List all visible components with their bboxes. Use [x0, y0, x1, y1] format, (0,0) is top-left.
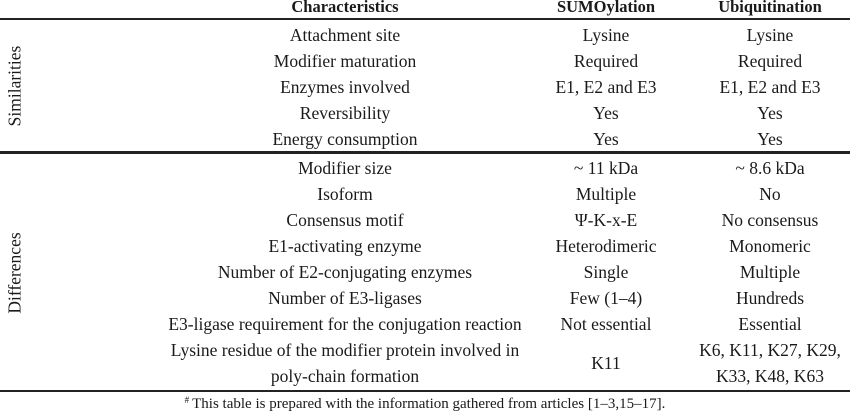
header-rule — [0, 18, 850, 20]
row-characteristic: E1-activating enzyme — [268, 236, 422, 256]
row-sumoylation: K11 — [591, 353, 621, 373]
group-label-text: Differences — [4, 232, 25, 314]
row-characteristic: Attachment site — [289, 25, 401, 45]
row-sumoylation: Few (1–4) — [569, 288, 643, 308]
row-ubiquitination: Hundreds — [735, 288, 805, 308]
row-characteristic-line1: Lysine residue of the modifier protein involved in — [170, 340, 520, 360]
row-ubiquitination: E1, E2 and E3 — [719, 77, 821, 97]
row-characteristic: E3-ligase requirement for the conjugation reaction — [168, 314, 522, 334]
row-ubiquitination: Monomeric — [729, 236, 811, 256]
row-sumoylation: Lysine — [582, 25, 630, 45]
row-sumoylation: Heterodimeric — [555, 236, 657, 256]
row-sumoylation: Yes — [593, 129, 619, 149]
row-ubiquitination-line1: K6, K11, K27, K29, — [699, 340, 841, 360]
row-characteristic-line2: poly-chain formation — [270, 366, 420, 386]
row-characteristic: Consensus motif — [286, 210, 404, 230]
group-label-similarities — [0, 22, 30, 150]
row-ubiquitination: No consensus — [721, 210, 819, 230]
header-sumoylation: SUMOylation — [556, 0, 656, 16]
row-sumoylation: ~ 11 kDa — [573, 158, 639, 178]
row-sumoylation: Required — [573, 51, 639, 71]
footnote-marker: # — [184, 395, 190, 405]
bottom-rule — [0, 390, 850, 392]
header-characteristics: Characteristics — [291, 0, 399, 16]
row-ubiquitination: Yes — [757, 129, 783, 149]
row-sumoylation: Ψ-K-x-E — [574, 210, 638, 230]
row-characteristic: Number of E2-conjugating enzymes — [217, 262, 473, 282]
row-ubiquitination: ~ 8.6 kDa — [735, 158, 805, 178]
table-footnote — [0, 396, 850, 413]
row-characteristic: Number of E3-ligases — [268, 288, 422, 308]
header-ubiquitination: Ubiquitination — [718, 0, 822, 16]
row-characteristic: Enzymes involved — [280, 77, 410, 97]
row-ubiquitination: Essential — [738, 314, 802, 334]
row-sumoylation: Single — [583, 262, 629, 282]
row-characteristic: Modifier maturation — [273, 51, 417, 71]
row-ubiquitination: Required — [737, 51, 803, 71]
row-characteristic: Modifier size — [298, 158, 392, 178]
footnote-text: This table is prepared with the information gathered from articles [1–3,15–17]. — [192, 396, 666, 412]
row-ubiquitination: Lysine — [746, 25, 794, 45]
group-divider-rule — [0, 151, 850, 154]
row-ubiquitination: Yes — [757, 103, 783, 123]
row-characteristic: Reversibility — [299, 103, 391, 123]
row-sumoylation: E1, E2 and E3 — [555, 77, 657, 97]
group-label-text: Similarities — [4, 45, 25, 127]
row-ubiquitination: Multiple — [739, 262, 801, 282]
group-label-differences — [0, 156, 30, 390]
row-sumoylation: Not essential — [560, 314, 652, 334]
row-ubiquitination-line2: K33, K48, K63 — [716, 366, 824, 386]
row-sumoylation: Yes — [593, 103, 619, 123]
row-characteristic: Energy consumption — [272, 129, 418, 149]
row-characteristic: Isoform — [317, 184, 373, 204]
row-ubiquitination: No — [759, 184, 781, 204]
row-sumoylation: Multiple — [575, 184, 637, 204]
